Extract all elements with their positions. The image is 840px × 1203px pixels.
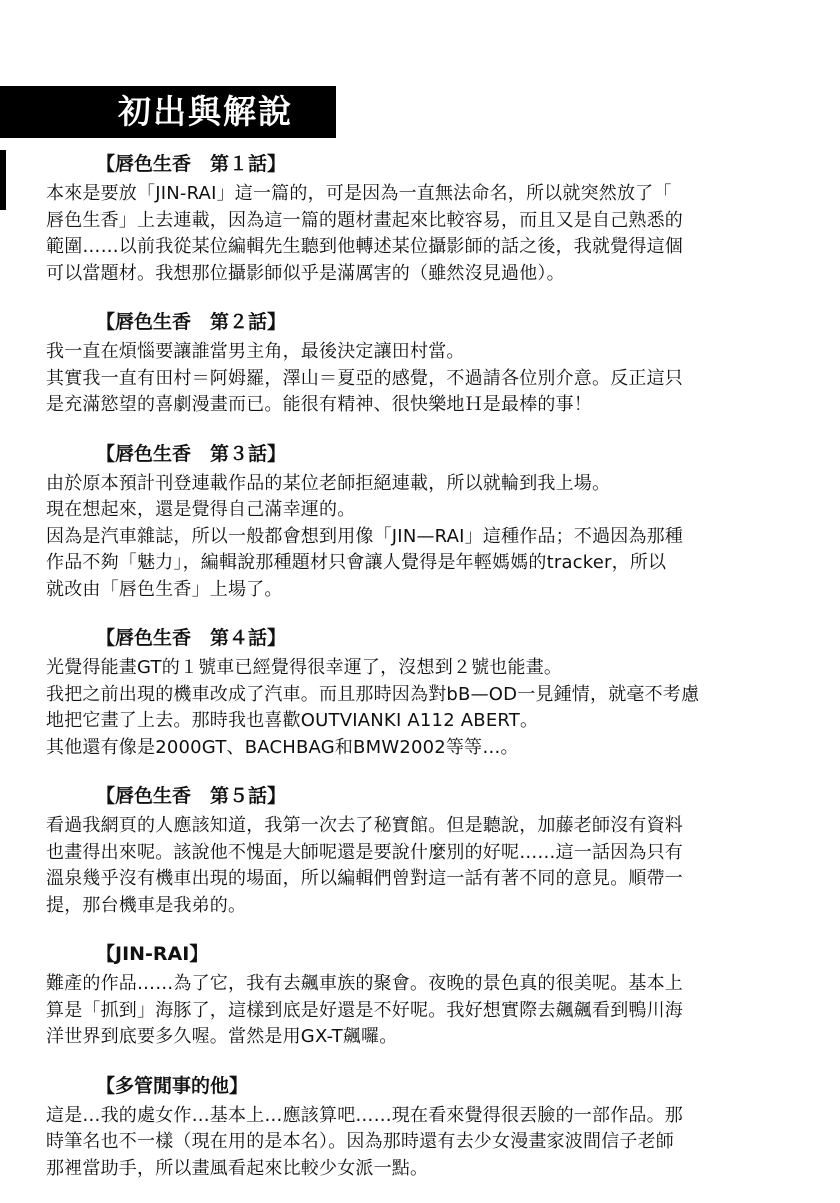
commentary-section [46, 440, 816, 604]
body-text-line: 那裡當助手，所以畫風看起來比較少女派一點。 [46, 1157, 429, 1179]
body-text-line: 由於原本預計刊登連載作品的某位老師拒絕連載，所以就輪到我上場。 [46, 472, 611, 494]
body-text-line: 洋世界到底要多久喔。當然是用GX-T飆囉。 [46, 1026, 398, 1047]
section-heading: 【JIN-RAI】 [96, 943, 209, 965]
body-text-line: 作品不夠「魅力」，編輯說那種題材只會讓人覺得是年輕媽媽的tracker，所以 [46, 552, 667, 573]
body-text-line: 唇色生香」上去連載，因為這一篇的題材畫起來比較容易，而且又是自己熟悉的 [46, 209, 683, 231]
body-text-line: 我把之前出現的機車改成了汽車。而且那時因為對bB—OD一見鍾情，就毫不考慮 [46, 683, 700, 705]
body-text-line: 提，那台機車是我弟的。 [46, 894, 247, 916]
body-text-line: 地把它畫了上去。那時我也喜歡OUTVIANKI A112 ABERT。 [46, 710, 539, 731]
commentary-section [46, 1072, 816, 1183]
commentary-section [46, 940, 816, 1051]
commentary-section [46, 150, 816, 287]
page-title: 初出與解說 [118, 92, 293, 131]
section-heading: 【唇色生香 第５話】 [96, 785, 287, 807]
body-text-line: 是充滿慾望的喜劇漫畫而已。能很有精神、很快樂地Ｈ是最棒的事！ [46, 394, 592, 415]
commentary-body [46, 150, 816, 1203]
body-text-line: 這是…我的處女作…基本上…應該算吧……現在看來覺得很丟臉的一部作品。那 [46, 1104, 683, 1126]
section-heading: 【唇色生香 第１話】 [96, 153, 287, 175]
commentary-section [46, 782, 816, 919]
body-text-line: 算是「抓到」海豚了，這樣到底是好還是不好呢。我好想實際去飆飆看到鴨川海 [46, 999, 683, 1021]
body-text-line: 時筆名也不一樣（現在用的是本名）。因為那時還有去少女漫畫家波間信子老師 [46, 1131, 674, 1152]
body-text-line: 其他還有像是2000GT、BACHBAG和BMW2002等等…。 [46, 736, 519, 758]
body-text-line: 溫泉幾乎沒有機車出現的場面，所以編輯們曾對這一話有著不同的意見。順帶一 [46, 868, 683, 889]
body-text-line: 看過我網頁的人應該知道，我第一次去了秘寶館。但是聽說，加藤老師沒有資料 [46, 815, 683, 836]
page-edge-mark [0, 150, 6, 210]
commentary-section [46, 308, 816, 419]
body-text-line: 也畫得出來呢。該說他不愧是大師呢還是要說什麼別的好呢……這一話因為只有 [46, 841, 683, 863]
commentary-section [46, 624, 816, 761]
body-text-line: 可以當題材。我想那位攝影師似乎是滿厲害的（雖然沒見過他）。 [46, 262, 565, 284]
section-heading: 【唇色生香 第２話】 [96, 311, 287, 333]
section-heading: 【唇色生香 第３話】 [96, 442, 287, 465]
body-text-line: 難產的作品……為了它，我有去飆車族的聚會。夜晚的景色真的很美呢。基本上 [46, 973, 683, 994]
body-text-line: 因為是汽車雜誌，所以一般都會想到用像「JIN—RAI」這種作品；不過因為那種 [46, 525, 684, 547]
body-text-line: 光覺得能畫GT的１號車已經覺得很幸運了，沒想到２號也能畫。 [46, 657, 563, 678]
body-text-line: 範圍……以前我從某位編輯先生聽到他轉述某位攝影師的話之後，我就覺得這個 [46, 236, 683, 257]
section-heading: 【多管閒事的他】 [96, 1074, 249, 1097]
body-text-line: 本來是要放「JIN-RAI」這一篇的，可是因為一直無法命名，所以就突然放了「 [46, 183, 672, 204]
body-text-line: 其實我一直有田村＝阿姆羅，澤山＝夏亞的感覺，不過請各位別介意。反正這只 [46, 367, 683, 389]
body-text-line: 就改由「唇色生香」上場了。 [46, 578, 283, 600]
body-text-line: 我一直在煩惱要讓誰當男主角，最後決定讓田村當。 [46, 341, 465, 362]
body-text-line: 現在想起來，還是覺得自己滿幸運的。 [46, 499, 356, 520]
section-heading: 【唇色生香 第４話】 [96, 627, 287, 649]
title-banner [0, 86, 336, 138]
